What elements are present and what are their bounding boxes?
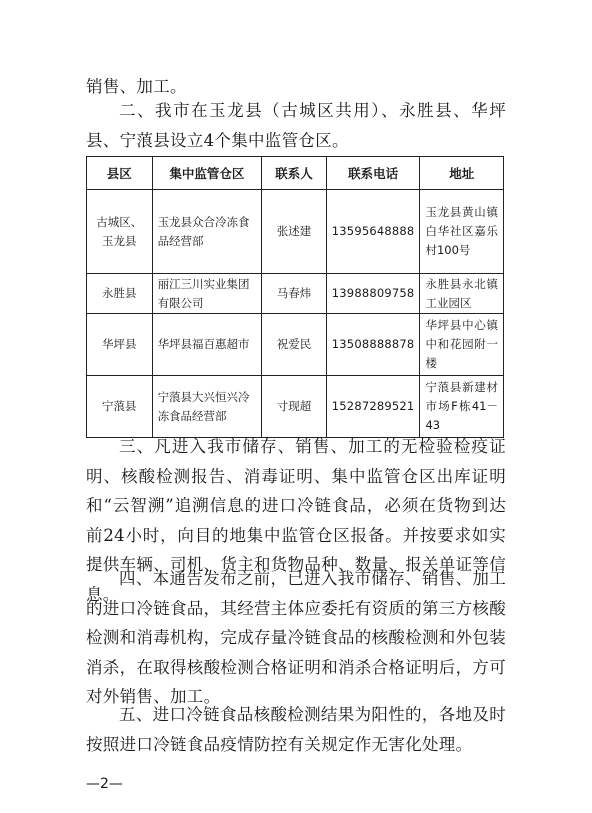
cell-address: 宁蒗县新建材市场F栋41－43: [420, 376, 504, 438]
cell-contact: 寸现超: [262, 376, 327, 438]
cell-contact: 张述建: [262, 190, 327, 274]
header-county: 县区: [87, 157, 153, 190]
header-address: 地址: [420, 157, 504, 190]
table-row: [87, 190, 504, 274]
header-contact: 联系人: [262, 157, 327, 190]
depot-table: [86, 156, 504, 438]
cell-contact: 祝爱民: [262, 314, 327, 376]
cell-contact: 马春炜: [262, 274, 327, 314]
paragraph-continuation: 销售、加工。: [86, 77, 187, 96]
cell-county: 宁蒗县: [87, 376, 153, 438]
paragraph-2: 二、我市在玉龙县（古城区共用）、永胜县、华坪县、宁蒗县设立4个集中监管仓区。: [86, 101, 506, 150]
cell-depot: 华坪县福百惠超市: [152, 314, 262, 376]
cell-address: 玉龙县黄山镇白华社区嘉乐村100号: [420, 190, 504, 274]
cell-phone: 13595648888: [326, 190, 420, 274]
cell-depot: 玉龙县众合冷冻食品经营部: [152, 190, 262, 274]
header-phone: 联系电话: [326, 157, 420, 190]
cell-address: 华坪县中心镇中和花园附一楼: [420, 314, 504, 376]
cell-address: 永胜县永北镇工业园区: [420, 274, 504, 314]
table-row: [87, 314, 504, 376]
paragraph-3: 三、凡进入我市储存、销售、加工的无检验检疫证明、核酸检测报告、消毒证明、集中监管仓区出库证明和“云智溯”追溯信息的进口冷链食品，必须在货物到达前24小时，向目的地集中监管仓区报备。并按要求如实提供车辆、司机、货主和货物品种、数量、报关单证等信息。: [86, 437, 506, 604]
cell-phone: 13988809758: [326, 274, 420, 314]
cell-phone: 13508888878: [326, 314, 420, 376]
cell-depot: 宁蒗县大兴恒兴冷冻食品经营部: [152, 376, 262, 438]
header-depot: 集中监管仓区: [152, 157, 262, 190]
cell-county: 古城区、玉龙县: [87, 190, 153, 274]
cell-county: 华坪县: [87, 314, 153, 376]
page-number: —2—: [86, 776, 123, 792]
paragraph-5: 五、进口冷链食品核酸检测结果为阳性的，各地及时按照进口冷链食品疫情防控有关规定作无害化处理。: [86, 705, 506, 754]
table-row: [87, 274, 504, 314]
table-row: [87, 376, 504, 438]
table-header-row: [87, 157, 504, 190]
cell-depot: 丽江三川实业集团有限公司: [152, 274, 262, 314]
cell-phone: 15287289521: [326, 376, 420, 438]
paragraph-4: 四、本通告发布之前，已进入我市储存、销售、加工的进口冷链食品，其经营主体应委托有资质的第三方核酸检测和消毒机构，完成存量冷链食品的核酸检测和外包装消杀，在取得核酸检测合格证明和消杀合格证明后，方可对外销售、加工。: [86, 569, 506, 706]
cell-county: 永胜县: [87, 274, 153, 314]
